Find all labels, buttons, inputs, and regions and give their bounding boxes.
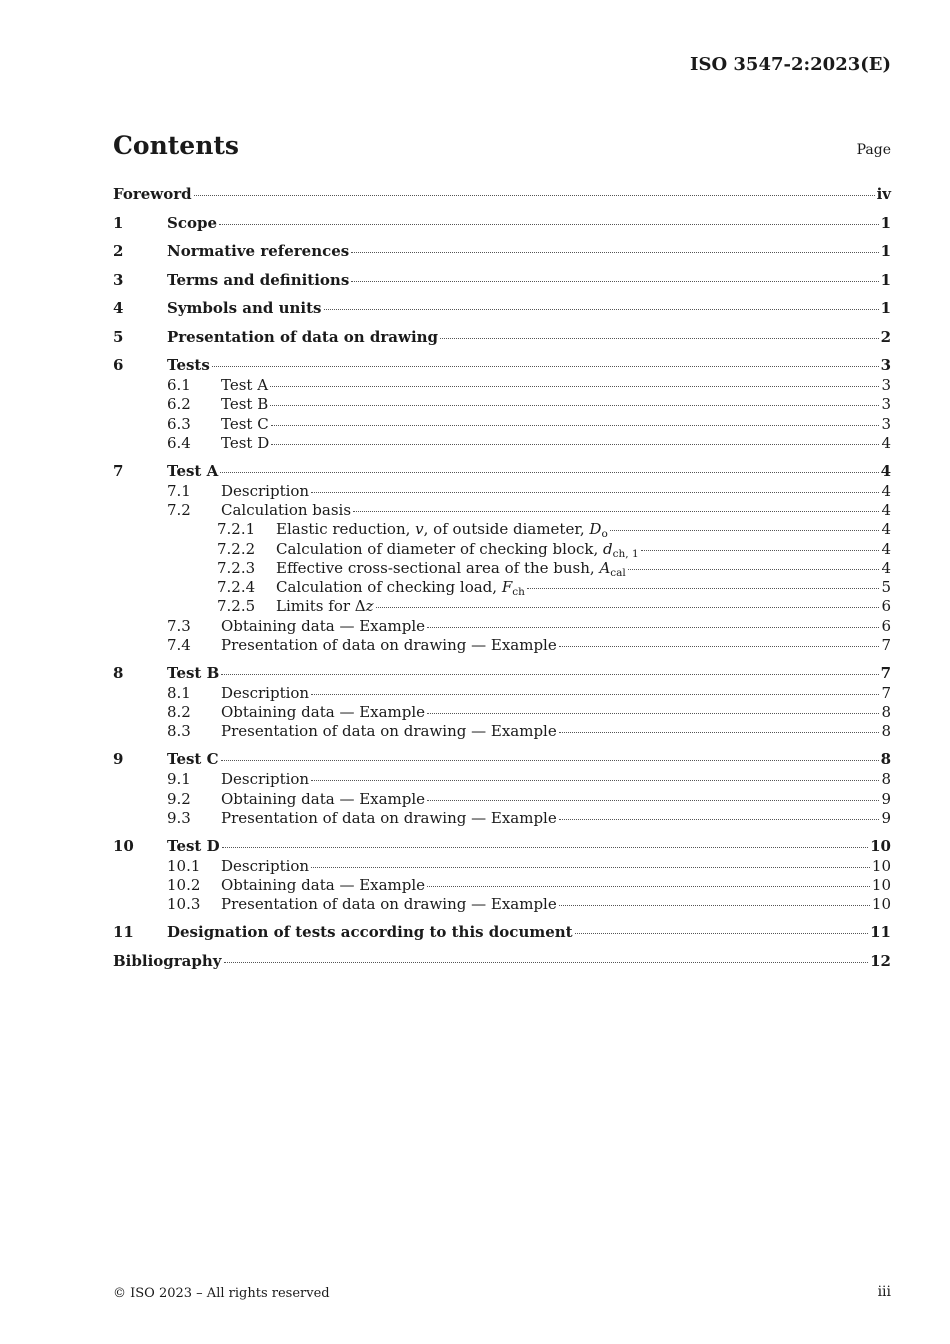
toc-entry-9-2[interactable] (113, 790, 891, 809)
toc-page: 10 (871, 856, 891, 875)
toc-page: 8 (881, 703, 891, 722)
toc-page: 4 (881, 539, 891, 558)
toc-entry-10[interactable] (113, 836, 891, 857)
toc-entry-foreword[interactable] (113, 184, 891, 205)
toc-text: Obtaining data — Example (221, 616, 426, 635)
toc-entry-6[interactable] (113, 355, 891, 376)
leader-dots (270, 405, 879, 406)
leader-dots (427, 886, 870, 887)
toc-text: Scope (167, 213, 218, 232)
toc-number: 6.2 (167, 395, 191, 414)
toc-text: Description (221, 856, 310, 875)
toc-number: 8 (113, 663, 124, 682)
toc-text: Calculation basis (221, 500, 352, 519)
toc-text: Elastic reduction, v, of outside diameter, $D_o$ (276, 520, 608, 541)
toc-entry-3[interactable] (113, 270, 891, 291)
toc-entry-10-2[interactable] (113, 876, 891, 895)
toc-page: 3 (881, 414, 891, 433)
toc-page: 10 (871, 895, 891, 914)
leader-dots (559, 732, 880, 733)
toc-text: Foreword (113, 185, 192, 203)
leader-dots (311, 694, 879, 695)
leader-dots (427, 713, 879, 714)
leader-dots (351, 281, 878, 282)
toc-text: Test C (167, 750, 219, 769)
toc-entry-2[interactable] (113, 241, 891, 262)
toc-entry-6-2[interactable] (113, 395, 891, 414)
toc-number: 10.3 (167, 895, 201, 914)
toc-number: 9.3 (167, 808, 191, 827)
toc-entry-8-3[interactable] (113, 722, 891, 741)
leader-dots (221, 760, 879, 761)
toc-text: Test A (221, 376, 269, 394)
toc-text: Description (221, 481, 310, 500)
toc-number: 6 (113, 356, 124, 374)
toc-page: 6 (881, 616, 891, 635)
toc-entry-7-2-3[interactable] (113, 559, 891, 578)
leader-dots (212, 366, 879, 367)
toc-page: 11 (870, 923, 891, 942)
leader-dots (351, 252, 878, 253)
leader-dots (222, 847, 869, 848)
leader-dots (311, 867, 870, 868)
toc-entry-bibliography[interactable] (113, 951, 891, 972)
leader-dots (527, 588, 880, 589)
leader-dots (427, 800, 879, 801)
toc-number: 1 (113, 213, 124, 232)
toc-page: 1 (880, 299, 891, 317)
toc-entry-10-1[interactable] (113, 857, 891, 876)
toc-number: 6.3 (167, 414, 191, 433)
toc-entry-9[interactable] (113, 749, 891, 770)
toc-text: Normative references (167, 242, 350, 260)
toc-entry-7-2-2[interactable] (113, 540, 891, 559)
leader-dots (221, 674, 878, 675)
leader-dots (427, 627, 879, 628)
toc-page: 1 (880, 242, 891, 260)
toc-text: Tests (167, 356, 210, 374)
toc-page: 9 (881, 808, 891, 827)
leader-dots (220, 472, 878, 473)
toc-entry-5[interactable] (113, 327, 891, 348)
leader-dots (271, 444, 879, 445)
toc-page: 3 (881, 395, 891, 414)
toc-text: Test D (167, 836, 220, 855)
table-of-contents (113, 184, 891, 972)
toc-entry-9-1[interactable] (113, 770, 891, 789)
toc-page: 9 (881, 789, 891, 808)
toc-entry-6-1[interactable] (113, 376, 891, 395)
toc-text: Obtaining data — Example (221, 703, 426, 722)
toc-entry-7-1[interactable] (113, 482, 891, 501)
toc-entry-1[interactable] (113, 213, 891, 234)
toc-text: Presentation of data on drawing — Example (221, 808, 557, 827)
toc-text: Description (221, 770, 310, 789)
toc-number: 9 (113, 750, 124, 769)
toc-number: 7.2.3 (217, 558, 256, 577)
toc-entry-10-3[interactable] (113, 895, 891, 914)
toc-entry-7-2-4[interactable] (113, 578, 891, 597)
toc-entry-7-2[interactable] (113, 501, 891, 520)
toc-page: 7 (881, 683, 891, 702)
toc-text: Description (221, 683, 310, 702)
leader-dots (628, 569, 880, 570)
toc-page: 8 (880, 750, 891, 769)
toc-entry-7-2-1[interactable] (113, 520, 891, 539)
toc-number: 5 (113, 327, 124, 346)
toc-text: Obtaining data — Example (221, 875, 426, 894)
toc-number: 7.2.4 (217, 578, 256, 597)
toc-page: 4 (881, 481, 891, 500)
toc-page: 4 (881, 558, 891, 577)
toc-number: 6.4 (167, 433, 191, 452)
toc-text: Presentation of data on drawing — Example (221, 636, 557, 655)
toc-text: Symbols and units (167, 299, 322, 317)
toc-page: 1 (880, 213, 891, 232)
toc-text: Presentation of data on drawing (167, 327, 439, 346)
toc-page: 4 (880, 461, 891, 480)
toc-text: Test C (221, 414, 269, 433)
toc-text: Calculation of checking load, $F_{ch}$ (276, 578, 525, 599)
leader-dots (559, 905, 870, 906)
toc-entry-7[interactable] (113, 461, 891, 482)
toc-number: 8.2 (167, 703, 191, 722)
toc-text: Presentation of data on drawing — Example (221, 722, 557, 741)
toc-entry-6-4[interactable] (113, 434, 891, 453)
toc-entry-8-2[interactable] (113, 703, 891, 722)
toc-number: 7 (113, 461, 124, 480)
toc-number: 9.1 (167, 770, 191, 789)
toc-entry-8[interactable] (113, 663, 891, 684)
toc-number: 10.2 (167, 875, 201, 894)
toc-text: Designation of tests according to this document (167, 923, 573, 942)
toc-page: 4 (881, 500, 891, 519)
toc-number: 8.1 (167, 683, 191, 702)
toc-page: 10 (870, 836, 891, 855)
toc-number: 7.2 (167, 500, 191, 519)
toc-text: Presentation of data on drawing — Example (221, 895, 557, 914)
leader-dots (559, 646, 880, 647)
toc-text: Limits for Δz (276, 597, 374, 616)
toc-number: 2 (113, 242, 124, 260)
toc-number: 10.1 (167, 856, 201, 875)
leader-dots (610, 530, 880, 531)
toc-entry-11[interactable] (113, 922, 891, 943)
toc-number: 7.1 (167, 481, 191, 500)
toc-page: iv (876, 185, 891, 203)
toc-text: Terms and definitions (167, 270, 350, 289)
leader-dots (440, 338, 879, 339)
toc-number: 8.3 (167, 722, 191, 741)
toc-number: 10 (113, 836, 134, 855)
toc-page: 10 (871, 875, 891, 894)
leader-dots (219, 224, 879, 225)
toc-text: Calculation of diameter of checking block, $d_{ch, 1}$ (276, 539, 639, 560)
toc-page: 6 (881, 597, 891, 616)
toc-number: 3 (113, 270, 124, 289)
toc-text: Test A (167, 461, 219, 480)
toc-number: 7.2.1 (217, 520, 256, 539)
toc-text: Bibliography (113, 951, 222, 970)
toc-page: 7 (880, 663, 891, 682)
leader-dots (271, 425, 880, 426)
toc-page: 1 (880, 270, 891, 289)
toc-page: 8 (881, 722, 891, 741)
leader-dots (376, 607, 880, 608)
leader-dots (270, 386, 879, 387)
leader-dots (324, 309, 879, 310)
toc-page: 7 (881, 636, 891, 655)
toc-entry-4[interactable] (113, 298, 891, 319)
leader-dots (353, 511, 879, 512)
toc-page: 2 (880, 327, 891, 346)
toc-number: 7.4 (167, 636, 191, 655)
toc-number: 7.2.5 (217, 597, 256, 616)
toc-entry-7-2-5[interactable] (113, 597, 891, 616)
toc-entry-6-3[interactable] (113, 415, 891, 434)
toc-page: 3 (881, 376, 891, 394)
toc-page: 4 (881, 520, 891, 539)
toc-number: 11 (113, 923, 134, 942)
toc-entry-9-3[interactable] (113, 809, 891, 828)
toc-page: 3 (880, 356, 891, 374)
toc-page: 4 (881, 433, 891, 452)
toc-entry-7-4[interactable] (113, 636, 891, 655)
document-id: ISO 3547-2:2023(E) (690, 54, 891, 75)
toc-entry-7-3[interactable] (113, 617, 891, 636)
toc-page: 8 (881, 770, 891, 789)
leader-dots (575, 933, 869, 934)
leader-dots (224, 962, 869, 963)
toc-number: 9.2 (167, 789, 191, 808)
page-number: iii (877, 1284, 891, 1300)
toc-number: 7.3 (167, 616, 191, 635)
toc-text: Effective cross-sectional area of the bush, $A_{cal}$ (276, 558, 626, 579)
leader-dots (194, 195, 875, 196)
toc-page: 12 (870, 951, 891, 970)
toc-number: 6.1 (167, 376, 191, 394)
leader-dots (311, 780, 879, 781)
toc-text: Test B (221, 395, 269, 414)
leader-dots (311, 492, 879, 493)
leader-dots (641, 550, 880, 551)
toc-text: Obtaining data — Example (221, 789, 426, 808)
toc-number: 4 (113, 299, 124, 317)
toc-text: Test D (221, 433, 270, 452)
copyright-notice: © ISO 2023 – All rights reserved (113, 1286, 330, 1301)
toc-text: Test B (167, 663, 220, 682)
toc-page: 5 (881, 578, 891, 597)
page-column-label: Page (856, 142, 891, 158)
toc-number: 7.2.2 (217, 539, 256, 558)
page-title: Contents (113, 131, 240, 160)
toc-entry-8-1[interactable] (113, 684, 891, 703)
leader-dots (559, 819, 880, 820)
